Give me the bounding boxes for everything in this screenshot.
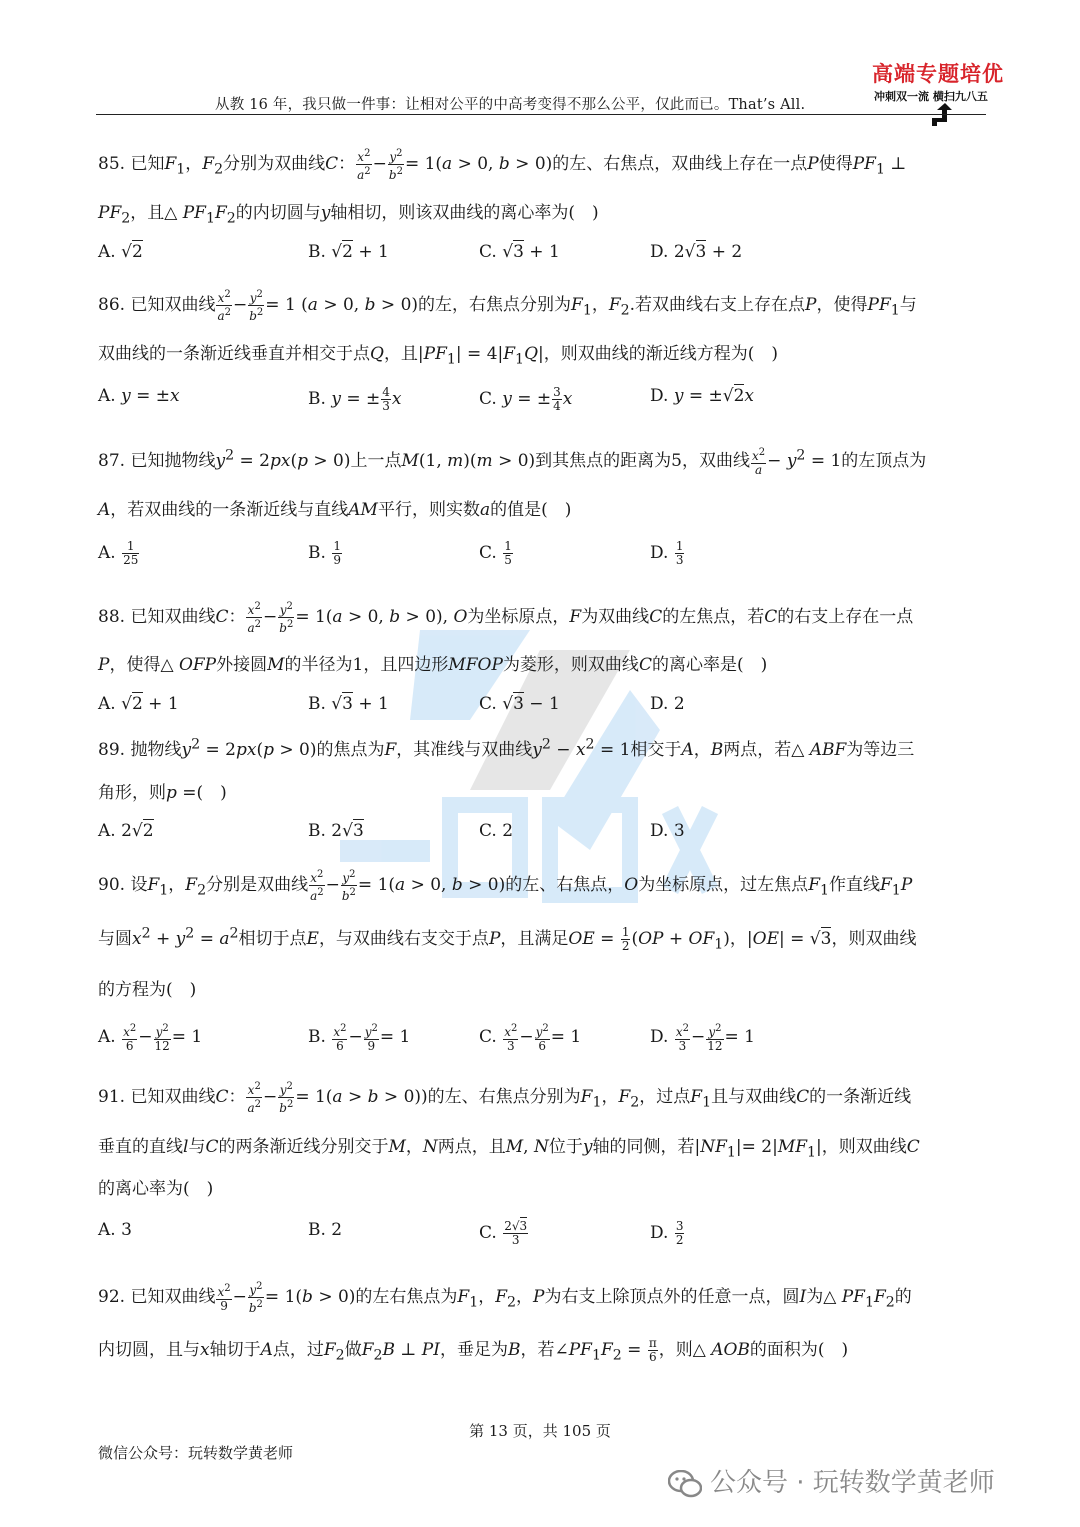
q92-line1: 92. 已知双曲线 $\frac{x^2}{9}$ − $\frac{y^2}{b^2}$ = 1(b > 0)的左右焦点为$F_1$，$F_2$，P为右支上除顶点外的任意一点，圆I为△ $PF_1F_2$的 (98, 1281, 912, 1315)
q86-line2: 双曲线的一条渐近线垂直并相交于点Q，且$|PF_1| = 4|F_1Q|$，则双曲线的渐近线方程为( ) (98, 344, 778, 368)
q89-line2: 角形，则p =( ) (98, 783, 227, 803)
page-number: 第 13 页，共 105 页 (469, 1422, 611, 1440)
q85-line1: 85. 已知$F_1$，$F_2$分别为双曲线C： $\frac{x^2}{a^2}$ − $\frac{y^2}{b^2}$ = 1(a > 0, b > 0)的左、右焦点，双曲线上存在一点P使得$PF_1$ ⊥ (98, 148, 907, 182)
header-quote: 从教 16 年，我只做一件事：让相对公平的中高考变得不那么公平，仅此而已。That’s All. (215, 97, 806, 113)
brand-title: 高端专题培优 (872, 62, 1004, 86)
footer-account: 微信公众号：玩转数学黄老师 (98, 1444, 294, 1462)
q91-options: A. 3 B. 2 C. $\frac{2√3}{3}$ D. $\frac{3}{2}$ (98, 1219, 684, 1247)
q92-line2: 内切圆，且与x轴切于A点，过$F_2$做$F_2B$ ⊥ PI，垂足为B，若$\angle PF_1F_2$ = $\frac{\pi}{6}$ ，则△ AOB的面积为( ) (98, 1336, 849, 1364)
q90-line1: 90. 设$F_1$，$F_2$分别是双曲线 $\frac{x^2}{a^2}$ − $\frac{y^2}{b^2}$ = 1(a > 0, b > 0)的左、右焦点，O为坐标原点，过左焦点$F_1$作直线$F_1P$ (98, 869, 913, 903)
q85-options: A. √2 B. √2 + 1 C. √3 + 1 D. 2√3 + 2 (98, 242, 743, 262)
q86-options: A. y = ±x B. y = ± $\frac{4}{3}$ x C. y = ± $\frac{3}{4}$ x D. y = ±√2x (98, 385, 755, 413)
q91-line1: 91. 已知双曲线C： $\frac{x^2}{a^2}$ − $\frac{y^2}{b^2}$ = 1(a > b > 0))的左、右焦点分别为$F_1$，$F_2$，过点$F_1$且与双曲线C的一条渐近线 (98, 1081, 912, 1115)
q89-line1: 89. 抛物线$y^2 = 2px(p > 0)$的焦点为F，其准线与双曲线$y^2 - x^2 = 1$相交于A，B两点，若△ ABF为等边三 (98, 736, 915, 760)
q85-line2: $PF_2$，且△ $PF_1F_2$的内切圆与y轴相切，则该双曲线的离心率为( ) (98, 203, 599, 227)
q91-line2: 垂直的直线l与C的两条渐近线分别交于M，N两点，且M, N位于y轴的同侧，若$|NF_1|= 2|MF_1|$，则双曲线C (98, 1137, 920, 1161)
wechat-label (668, 1462, 995, 1499)
q90-options: A. $\frac{x^2}{6}$ − $\frac{y^2}{12}$ = 1 B. $\frac{x^2}{6}$ − $\frac{y^2}{9}$ = 1 C. $\frac{x^2}{3}$ − $\frac{y^2}{6}$ = 1 D. $\frac{x^2}{3}$ − $\frac{y^2}{12}$ = 1 (98, 1023, 755, 1053)
q90-line2: 与圆$x^2 + y^2 = a^2$相切于点E，与双曲线右支交于点P，且满足OE = $\frac{1}{2}$ $(OP + OF_1)$，|OE| = √3，则双曲线 (98, 925, 917, 953)
brand-subtitle: 冲刺双一流 横扫九八五 (874, 90, 988, 103)
wechat-icon (668, 1470, 702, 1498)
q88-line2: P，使得△ OFP外接圆M的半径为1，且四边形MFOP为菱形，则双曲线C的离心率是( ) (98, 655, 768, 675)
header-rule (96, 114, 986, 115)
q88-options: A. √2 + 1 B. √3 + 1 C. √3 − 1 D. 2 (98, 694, 685, 714)
q86-line1: 86. 已知双曲线 $\frac{x^2}{a^2}$ − $\frac{y^2}{b^2}$ = 1 (a > 0, b > 0)的左，右焦点分别为$F_1$，$F_2$.若双曲线右支上存在点P，使得$PF_1$与 (98, 289, 917, 323)
q89-options: A. 2√2 B. 2√3 C. 2 D. 3 (98, 821, 685, 841)
q87-line1: 87. 已知抛物线$y^2 = 2px(p > 0)$上一点M(1, m)(m > 0)到其焦点的距离为5，双曲线 $\frac{x^2}{a}$ − $y^2 = 1$的左顶点为 (98, 447, 927, 477)
q91-line3: 的离心率为( ) (98, 1179, 214, 1199)
q90-line3: 的方程为( ) (98, 980, 197, 1000)
q87-line2: A，若双曲线的一条渐近线与直线AM平行，则实数a的值是( ) (98, 500, 572, 520)
q88-line1: 88. 已知双曲线C： $\frac{x^2}{a^2}$ − $\frac{y^2}{b^2}$ = 1(a > 0, b > 0), O为坐标原点，F为双曲线C的左焦点，若C的右支上存在一点 (98, 601, 914, 635)
wechat-text: 公众号 · 玩转数学黄老师 (710, 1468, 995, 1498)
q87-options: A. $\frac{1}{25}$ B. $\frac{1}{9}$ C. $\frac{1}{5}$ D. $\frac{1}{3}$ (98, 539, 684, 567)
